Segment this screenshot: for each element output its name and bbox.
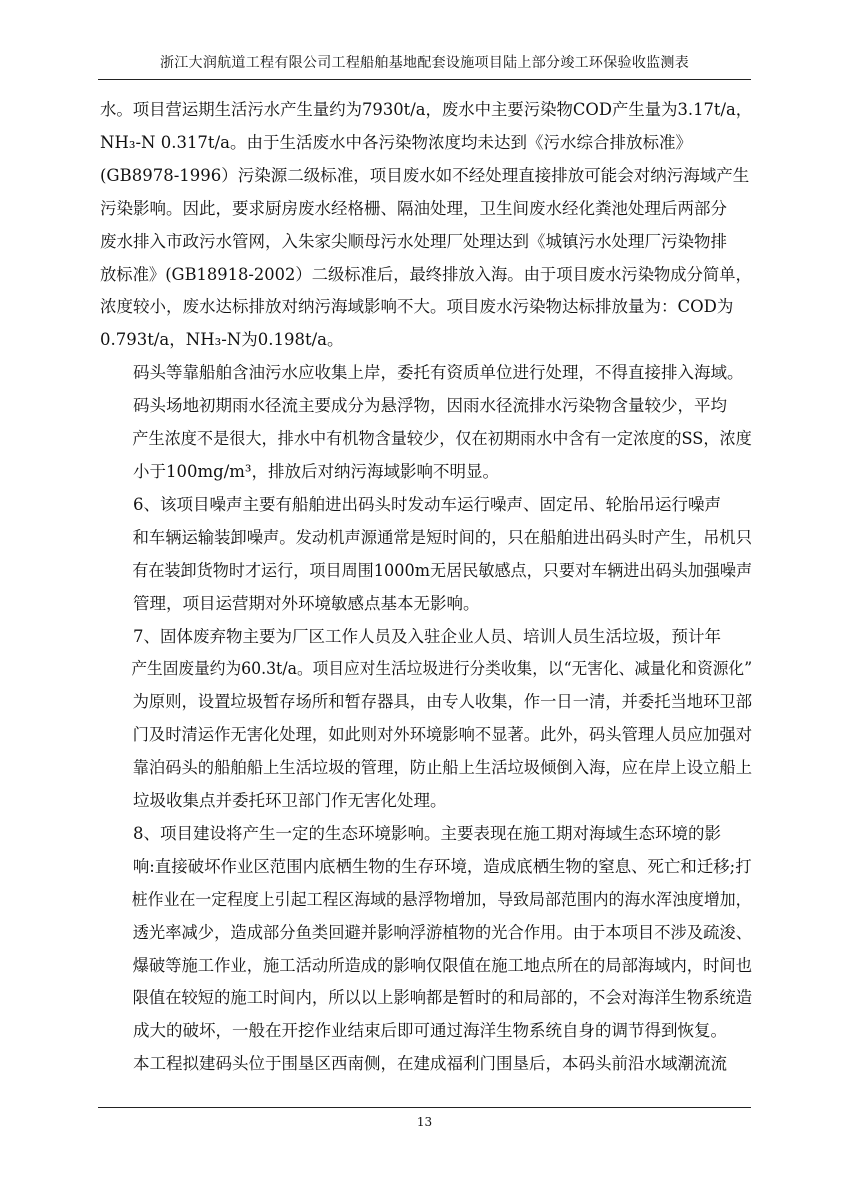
paragraph — [100, 390, 752, 489]
footer-divider — [98, 1107, 751, 1108]
text-line: 限值在较短的施工时间内，所以以上影响都是暂时的和局部的，不会对海洋生物系统造 — [132, 988, 753, 1008]
text-line: 管理，项目运营期对外环境敏感点基本无影响。 — [133, 593, 480, 613]
text-line: 7、固体废弃物主要为厂区工作人员及入驻企业人员、培训人员生活垃圾，预计年 — [133, 626, 721, 646]
text-line: 本工程拟建码头位于围垦区西南侧，在建成福利门围垦后，本码头前沿水域潮流流 — [133, 1054, 727, 1074]
text-line: 有在装卸货物时才运行，项目周围1000m无居民敏感点，只要对车辆进出码头加强噪声 — [132, 560, 753, 580]
text-line: 透光率减少，造成部分鱼类回避并影响浮游植物的光合作用。由于本项目不涉及疏浚、 — [132, 922, 753, 942]
text-line: 0.793t/a，NH₃-N为0.198t/a。 — [100, 330, 344, 350]
header-divider — [98, 79, 751, 80]
text-line: (GB8978-1996）污染源二级标准，项目废水如不经处理直接排放可能会对纳污海域产生 — [100, 165, 750, 185]
paragraph — [100, 621, 752, 818]
text-line: 放标准》(GB18918-2002）二级标准后，最终排放入海。由于项目废水污染物成分简单， — [100, 264, 752, 284]
text-line: 成大的破坏，一般在开挖作业结束后即可通过海洋生物系统自身的调节得到恢复。 — [133, 1021, 727, 1041]
text-line: 6、该项目噪声主要有船舶进出码头时发动车运行噪声、固定吊、轮胎吊运行噪声 — [133, 494, 721, 514]
text-line: 和车辆运输装卸噪声。发动机声源通常是短时间的，只在船舶进出码头时产生，吊机只 — [132, 527, 753, 547]
text-line: 水。项目营运期生活污水产生量约为7930t/a，废水中主要污染物COD产生量为3.17t/a， — [100, 100, 753, 119]
paragraph — [100, 357, 752, 390]
page-number: 13 — [416, 1115, 433, 1129]
text-line: 码头等靠船舶含油污水应收集上岸，委托有资质单位进行处理，不得直接排入海域。 — [133, 363, 744, 383]
text-line: 污染影响。因此，要求厨房废水经格栅、隔油处理，卫生间废水经化粪池处理后两部分 — [100, 198, 727, 218]
text-line: 8、项目建设将产生一定的生态环境影响。主要表现在施工期对海域生态环境的影 — [133, 823, 721, 843]
page-header-title: 浙江大润航道工程有限公司工程船舶基地配套设施项目陆上部分竣工环保验收监测表 — [159, 55, 690, 71]
paragraph — [100, 489, 752, 621]
paragraph — [100, 1048, 752, 1081]
text-line: 门及时清运作无害化处理，如此则对外环境影响不显著。此外，码头管理人员应加强对 — [132, 725, 753, 745]
text-line: 靠泊码头的船舶船上生活垃圾的管理，防止船上生活垃圾倾倒入海，应在岸上设立船上 — [132, 758, 753, 778]
text-line: 爆破等施工作业，施工活动所造成的影响仅限值在施工地点所在的局部海域内，时间也 — [132, 955, 753, 975]
text-line: NH₃-N 0.317t/a。由于生活废水中各污染物浓度均未达到《污水综合排放标准》 — [100, 132, 692, 152]
text-line: 产生浓度不是很大，排水中有机物含量较少，仅在初期雨水中含有一定浓度的SS，浓度 — [132, 429, 752, 449]
paragraph — [100, 818, 752, 1048]
text-line: 小于100mg/m³，排放后对纳污海域影响不明显。 — [133, 461, 500, 481]
text-line: 垃圾收集点并委托环卫部门作无害化处理。 — [133, 791, 447, 811]
body-text — [100, 94, 752, 1081]
text-line: 废水排入市政污水管网，入朱家尖顺母污水处理厂处理达到《城镇污水处理厂污染物排 — [100, 231, 727, 251]
text-line: 浓度较小，废水达标排放对纳污海域影响不大。项目废水污染物达标排放量为：COD为 — [100, 297, 734, 317]
text-line: 响:直接破坏作业区范围内底栖生物的生存环境，造成底栖生物的窒息、死亡和迁移;打 — [132, 856, 752, 876]
text-line: 桩作业在一定程度上引起工程区海域的悬浮物增加，导致局部范围内的海水浑浊度增加， — [131, 889, 752, 909]
text-line: 产生固废量约为60.3t/a。项目应对生活垃圾进行分类收集，以“无害化、减量化和资源化” — [131, 659, 753, 679]
paragraph — [100, 94, 752, 357]
text-line: 为原则，设置垃圾暂存场所和暂存器具，由专人收集，作一日一清，并委托当地环卫部 — [132, 692, 753, 712]
text-line: 码头场地初期雨水径流主要成分为悬浮物，因雨水径流排水污染物含量较少，平均 — [133, 396, 727, 416]
